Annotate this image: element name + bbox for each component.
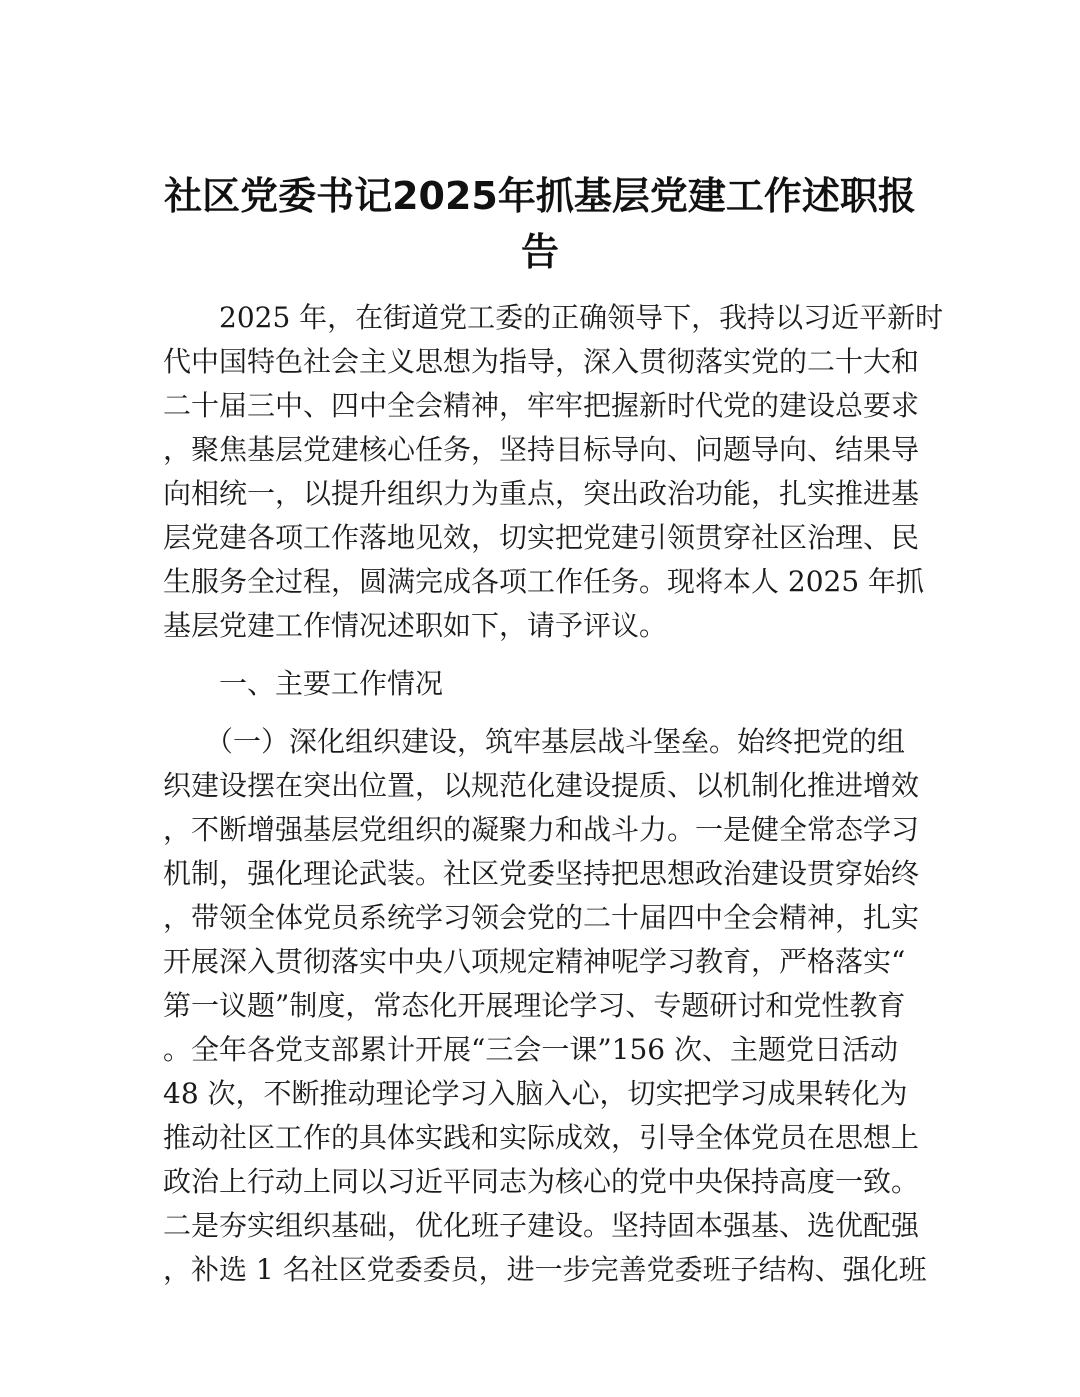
paragraph-gap	[163, 648, 923, 662]
text-line: （一）深化组织建设，筑牢基层战斗堡垒。始终把党的组	[163, 725, 906, 758]
text-line: 2025 年，在街道党工委的正确领导下，我持以习近平新时	[163, 301, 944, 334]
text-line: ，不断增强基层党组织的凝聚力和战斗力。一是健全常态学习	[163, 813, 920, 846]
text-line: 48 次，不断推动理论学习入脑入心，切实把学习成果转化为	[163, 1077, 908, 1110]
text-line: 政治上行动上同以习近平同志为核心的党中央保持高度一致。	[163, 1165, 920, 1198]
text-line: 基层党建工作情况述职如下，请予评议。	[163, 609, 668, 642]
text-line: 二是夯实组织基础，优化班子建设。坚持固本强基、选优配强	[163, 1209, 920, 1242]
paragraph-gap	[163, 706, 923, 720]
text-line: ，补选 1 名社区党委委员，进一步完善党委班子结构、强化班	[163, 1253, 927, 1286]
text-line: 生服务全过程，圆满完成各项工作任务。现将本人 2025 年抓	[163, 565, 925, 598]
title-line: 社区党委书记2025年抓基层党建工作述职报	[164, 174, 916, 218]
text-line: 向相统一，以提升组织力为重点，突出政治功能，扎实推进基	[163, 477, 920, 510]
intro-paragraph	[163, 296, 944, 648]
text-line: ，带领全体党员系统学习领会党的二十届四中全会精神，扎实	[163, 901, 920, 934]
heading-line: 一、主要工作情况	[163, 667, 444, 700]
text-line: 二十届三中、四中全会精神，牢牢把握新时代党的建设总要求	[163, 389, 920, 422]
text-line: 。全年各党支部累计开展“三会一课”156 次、主题党日活动	[163, 1033, 898, 1066]
text-line: 层党建各项工作落地见效，切实把党建引领贯穿社区治理、民	[163, 521, 920, 554]
text-line: 开展深入贯彻落实中央八项规定精神呢学习教育，严格落实“	[163, 945, 906, 978]
text-line: 代中国特色社会主义思想为指导，深入贯彻落实党的二十大和	[163, 345, 920, 378]
document-title	[150, 168, 930, 280]
text-line: 织建设摆在突出位置，以规范化建设提质、以机制化推进增效	[163, 769, 920, 802]
title-line: 告	[520, 230, 559, 274]
text-line: 推动社区工作的具体实践和实际成效，引导全体党员在思想上	[163, 1121, 920, 1154]
text-line: 机制，强化理论武装。社区党委坚持把思想政治建设贯穿始终	[163, 857, 920, 890]
section1-paragraph	[163, 720, 927, 1292]
document-body	[163, 296, 944, 1292]
text-line: ，聚焦基层党建核心任务，坚持目标导向、问题导向、结果导	[163, 433, 920, 466]
text-line: 第一议题”制度，常态化开展理论学习、专题研讨和党性教育	[163, 989, 906, 1022]
section-heading	[163, 662, 923, 706]
